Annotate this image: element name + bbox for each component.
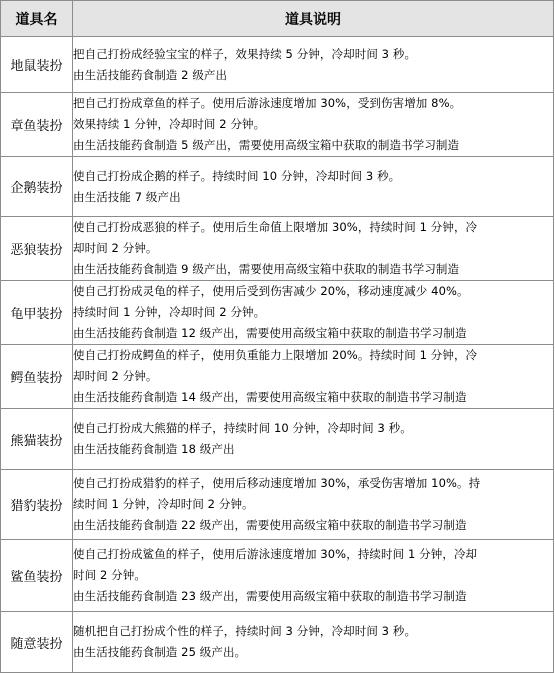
description-line: 由生活技能药食制造 9 级产出，需要使用高级宝箱中获取的制造书学习制造 xyxy=(73,262,460,276)
item-description xyxy=(73,612,554,673)
item-name: 鳄鱼装扮 xyxy=(1,345,73,409)
item-description xyxy=(73,281,554,345)
item-name: 恶狼装扮 xyxy=(1,217,73,281)
description-line: 由生活技能药食制造 18 级产出 xyxy=(73,442,235,456)
description-line: 使自己打扮成鲨鱼的样子，使用后游泳速度增加 30%，持续时间 1 分钟，冷却 xyxy=(73,547,478,561)
table-row xyxy=(1,612,554,673)
description-line: 由生活技能 7 级产出 xyxy=(73,189,181,204)
table-row xyxy=(1,157,554,217)
item-description xyxy=(73,37,554,93)
header-item-name: 道具名 xyxy=(1,1,73,37)
description-line: 使自己打扮成鳄鱼的样子，使用负重能力上限增加 20%。持续时间 1 分钟，冷 xyxy=(73,348,478,362)
description-line: 使自己打扮成灵龟的样子，使用后受到伤害减少 20%，移动速度减少 40%。 xyxy=(73,284,469,298)
item-name: 地鼠装扮 xyxy=(1,37,73,93)
description-line: 效果持续 1 分钟，冷却时间 2 分钟。 xyxy=(73,117,266,131)
description-line: 使自己打扮成企鹅的样子。持续时间 10 分钟，冷却时间 3 秒。 xyxy=(73,168,401,183)
description-line: 却时间 2 分钟。 xyxy=(73,241,158,255)
item-name: 随意装扮 xyxy=(1,612,73,673)
description-line: 由生活技能药食制造 2 级产出 xyxy=(73,67,228,82)
description-line: 由生活技能药食制造 14 级产出，需要使用高级宝箱中获取的制造书学习制造 xyxy=(73,390,467,404)
header-item-description: 道具说明 xyxy=(73,1,554,37)
description-line: 由生活技能药食制造 22 级产出，需要使用高级宝箱中获取的制造书学习制造 xyxy=(73,518,467,532)
item-name: 熊猫装扮 xyxy=(1,409,73,470)
description-line: 随机把自己打扮成个性的样子，持续时间 3 分钟，冷却时间 3 秒。 xyxy=(73,624,417,638)
description-line: 把自己打扮成经验宝宝的样子，效果持续 5 分钟，冷却时间 3 秒。 xyxy=(73,46,417,61)
table-row xyxy=(1,470,554,540)
description-line: 使自己打扮成恶狼的样子。使用后生命值上限增加 30%，持续时间 1 分钟，冷 xyxy=(73,220,478,234)
item-description xyxy=(73,157,554,217)
table-row xyxy=(1,540,554,612)
header-row xyxy=(1,1,554,37)
item-name: 章鱼装扮 xyxy=(1,93,73,157)
description-line: 续时间 1 分钟，冷却时间 2 分钟。 xyxy=(73,497,254,511)
description-line: 由生活技能药食制造 23 级产出，需要使用高级宝箱中获取的制造书学习制造 xyxy=(73,589,467,603)
table-row xyxy=(1,345,554,409)
item-description xyxy=(73,470,554,540)
item-description xyxy=(73,217,554,281)
item-description xyxy=(73,93,554,157)
table-row xyxy=(1,217,554,281)
description-line: 由生活技能药食制造 5 级产出，需要使用高级宝箱中获取的制造书学习制造 xyxy=(73,138,460,152)
item-description xyxy=(73,540,554,612)
item-description xyxy=(73,409,554,470)
table-row xyxy=(1,281,554,345)
item-name: 龟甲装扮 xyxy=(1,281,73,345)
description-line: 却时间 2 分钟。 xyxy=(73,369,158,383)
description-line: 由生活技能药食制造 12 级产出，需要使用高级宝箱中获取的制造书学习制造 xyxy=(73,326,467,340)
item-name: 企鹅装扮 xyxy=(1,157,73,217)
description-line: 把自己打扮成章鱼的样子。使用后游泳速度增加 30%，受到伤害增加 8%。 xyxy=(73,96,462,110)
table-row xyxy=(1,409,554,470)
table-row xyxy=(1,93,554,157)
item-name: 猎豹装扮 xyxy=(1,470,73,540)
item-description xyxy=(73,345,554,409)
description-line: 持续时间 1 分钟，冷却时间 2 分钟。 xyxy=(73,305,266,319)
description-line: 使自己打扮成大熊猫的样子，持续时间 10 分钟，冷却时间 3 秒。 xyxy=(73,421,412,435)
table-row xyxy=(1,37,554,93)
description-line: 时间 2 分钟。 xyxy=(73,568,146,582)
description-line: 由生活技能药食制造 25 级产出。 xyxy=(73,645,247,659)
item-name: 鲨鱼装扮 xyxy=(1,540,73,612)
description-line: 使自己打扮成猎豹的样子，使用后移动速度增加 30%，承受伤害增加 10%。持 xyxy=(73,476,481,490)
